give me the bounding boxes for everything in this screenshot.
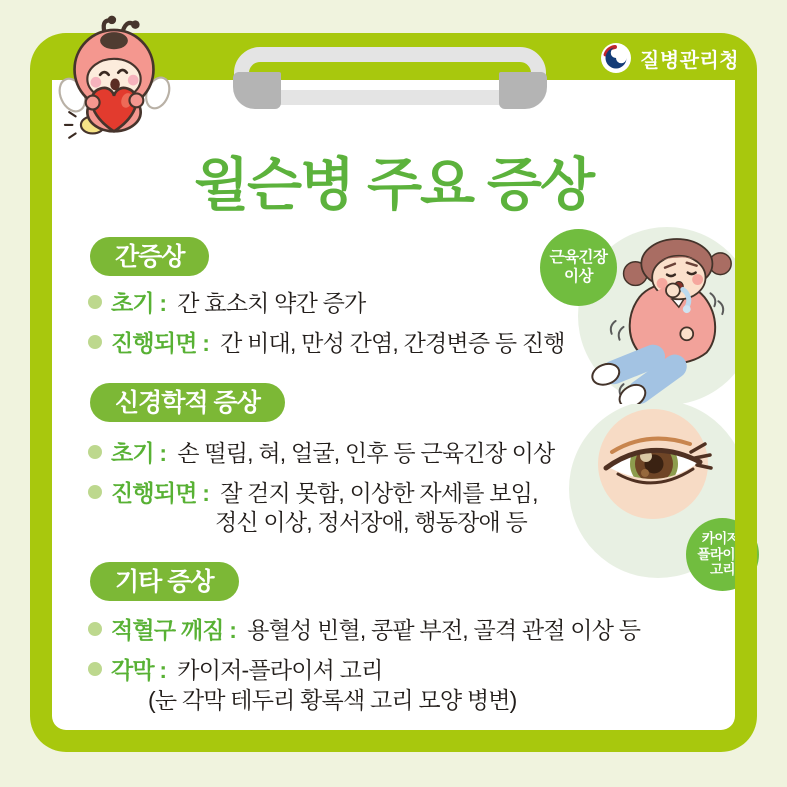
mascot-hand-right	[129, 93, 143, 107]
symptom-text: (눈 각막 테두리 황록색 고리 모양 병변)	[148, 687, 517, 713]
girl-legs	[589, 357, 674, 404]
sticker-text-line: 플라이셔	[697, 546, 748, 562]
sticker-text-line: 이상	[564, 267, 593, 285]
symptom-item	[88, 652, 383, 685]
bullet-dot-icon	[88, 295, 102, 309]
symptom-item	[88, 612, 640, 645]
mascot-hand-left	[86, 96, 100, 110]
section-badge-other: 기타 증상	[90, 562, 239, 601]
bullet-dot-icon	[88, 445, 102, 459]
hair-patch-icon	[100, 32, 128, 49]
eye-kayser-fleischer-illustration	[596, 406, 720, 530]
agency-name: 질병관리청	[640, 49, 740, 72]
symptom-keyword: 진행되면 :	[111, 480, 210, 506]
kdca-symbol-icon	[601, 43, 631, 73]
kdca-logo	[601, 42, 739, 74]
sticker-text-line: 근육긴장	[549, 249, 608, 267]
symptom-text: 용혈성 빈혈, 콩팥 부전, 골격 관절 이상 등	[247, 617, 641, 643]
symptom-item	[88, 285, 365, 318]
bullet-dot-icon	[88, 485, 102, 499]
symptom-text: 잘 걷지 못함, 이상한 자세를 보임,	[220, 480, 538, 506]
symptom-text: 정신 이상, 정서장애, 행동장애 등	[215, 509, 527, 535]
bullet-dot-icon	[88, 622, 102, 636]
sticker-text-line: 고리	[709, 562, 736, 578]
sticker-text-line: 카이저-	[701, 530, 744, 546]
bullet-dot-icon	[88, 335, 102, 349]
symptom-text: 간 비대, 만성 간염, 간경변증 등 진행	[220, 330, 565, 356]
sticker-kayser-fleischer-ring	[686, 518, 759, 591]
section-badge-liver: 간증상	[90, 237, 209, 276]
sticker-muscle-dystonia	[540, 229, 617, 306]
symptom-keyword: 적혈구 깨짐 :	[111, 617, 237, 643]
symptom-item	[88, 325, 565, 358]
symptom-item	[88, 435, 554, 468]
clip-corner-left-icon	[233, 72, 281, 109]
page-title: 윌슨병 주요 증상	[193, 153, 594, 217]
bullet-dot-icon	[88, 662, 102, 676]
symptom-text: 카이저-플라이셔 고리	[177, 657, 383, 683]
symptom-keyword: 초기 :	[111, 290, 167, 316]
sparkle-lines-icon	[65, 112, 76, 138]
symptom-item-continuation	[215, 504, 527, 537]
symptom-text: 손 떨림, 혀, 얼굴, 인후 등 근육긴장 이상	[177, 440, 555, 466]
symptom-keyword: 각막 :	[111, 657, 167, 683]
symptom-item-continuation	[148, 682, 517, 715]
symptom-text: 간 효소치 약간 증가	[177, 290, 366, 316]
section-badge-neurologic: 신경학적 증상	[90, 383, 285, 422]
symptom-keyword: 초기 :	[111, 440, 167, 466]
symptom-keyword: 진행되면 :	[111, 330, 210, 356]
mascot-character-illustration	[50, 14, 178, 142]
